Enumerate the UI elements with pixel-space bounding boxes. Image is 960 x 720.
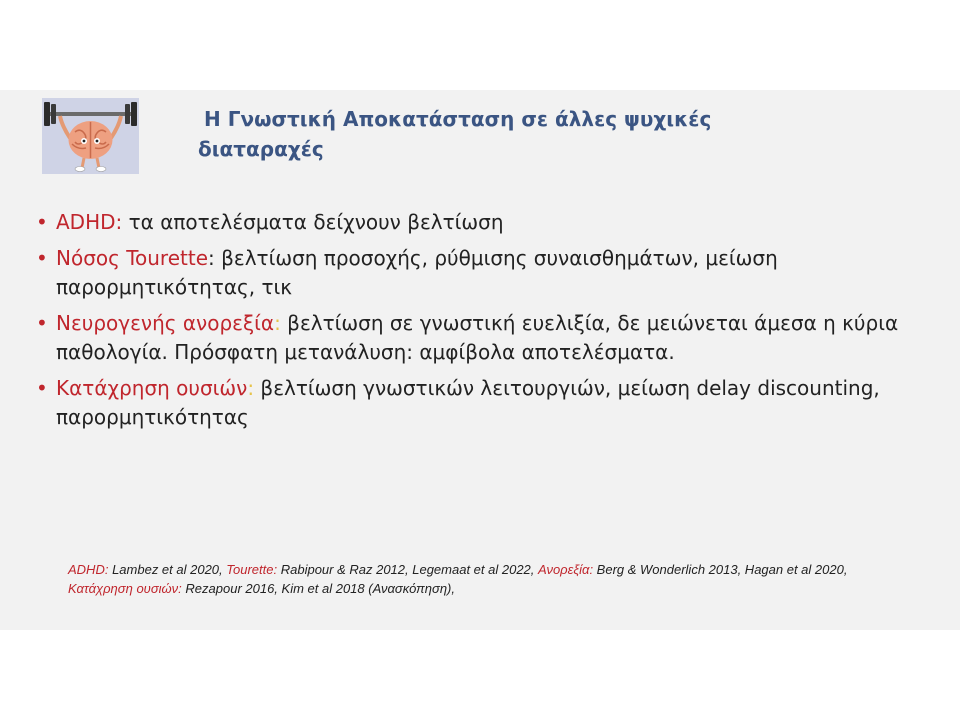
ref-label-anorexia: Ανορεξία: [538, 562, 594, 577]
ref-text-substance: Rezapour 2016, Kim et al 2018 (Ανασκόπηση), [181, 581, 455, 596]
bullet-text: βελτίωση σε γνωστική ευελιξία, δε μειώνεται άμεσα η κύρια παθολογία. Πρόσφατη μετανάλυση: αμφίβολα αποτελέσματα. [56, 311, 899, 364]
bullet-dot-icon: • [36, 210, 48, 234]
ref-label-substance: Κατάχρηση ουσιών: [68, 581, 182, 596]
bullet-item-anorexia [36, 309, 936, 367]
ref-text-adhd: Lambez et al 2020, [108, 562, 227, 577]
bullet-list [36, 208, 936, 439]
bullet-dot-icon: • [36, 246, 48, 270]
slide-title-line1: Η Γνωστική Αποκατάσταση σε άλλες ψυχικές [204, 107, 712, 131]
bullet-text: βελτίωση γνωστικών λειτουργιών, μείωση delay discounting, παρορμητικότητας [56, 376, 880, 429]
bullet-text: τα αποτελέσματα δείχνουν βελτίωση [122, 210, 504, 234]
slide [0, 90, 960, 630]
bullet-text: βελτίωση προσοχής, ρύθμισης συναισθημάτων, μείωση παρορμητικότητας, τικ [56, 246, 778, 299]
bullet-separator: : [274, 311, 281, 335]
slide-title-line2: διαταραχές [198, 137, 324, 161]
slide-title [198, 104, 798, 164]
bullet-item-tourette [36, 244, 936, 302]
bullet-term: ADHD: [56, 210, 123, 234]
bullet-item-adhd [36, 208, 936, 237]
bullet-separator: : [247, 376, 255, 400]
brain-lifting-barbell-icon [42, 98, 139, 174]
references [68, 560, 928, 598]
bullet-dot-icon: • [36, 311, 48, 335]
ref-label-tourette: Tourette: [226, 562, 278, 577]
ref-label-adhd: ADHD: [68, 562, 109, 577]
bullet-dot-icon: • [36, 376, 48, 400]
ref-text-tourette: Rabipour & Raz 2012, Legemaat et al 2022, [277, 562, 539, 577]
bullet-separator: : [208, 246, 215, 270]
bullet-item-substance [36, 374, 936, 432]
bullet-term: Νόσος Tourette [56, 246, 209, 270]
ref-text-anorexia: Berg & Wonderlich 2013, Hagan et al 2020, [593, 562, 848, 577]
bullet-term: Κατάχρηση ουσιών [56, 376, 248, 400]
bullet-term: Νευρογενής ανορεξία [56, 311, 275, 335]
